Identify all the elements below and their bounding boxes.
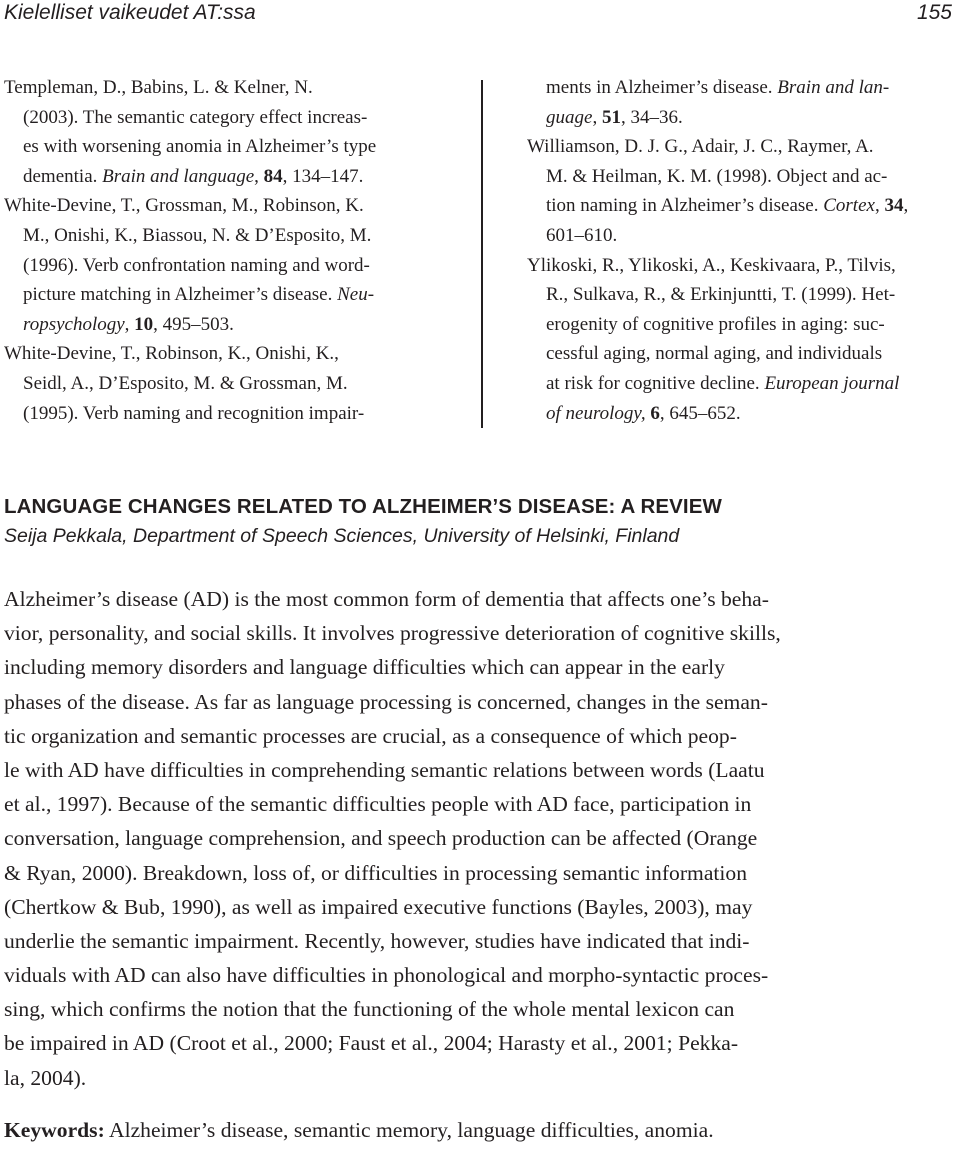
reference-line: (2003). The semantic category effect increas- [23,106,368,128]
column-divider [481,80,483,428]
abstract-line: & Ryan, 2000). Breakdown, loss of, or difficulties in processing semantic information [4,860,747,885]
abstract-line: conversation, language comprehension, and speech production can be affected (Orange [4,826,758,851]
reference-line: (1996). Verb confrontation naming and word- [23,254,370,276]
reference-line: tion naming in Alzheimer’s disease. Cortex, 34, [546,195,909,217]
abstract-line: be impaired in AD (Croot et al., 2000; Faust et al., 2004; Harasty et al., 2001; Pekka- [4,1031,739,1056]
abstract-line: phases of the disease. As far as language processing is concerned, changes in the seman- [4,689,768,714]
reference-line: 601–610. [546,224,618,246]
reference-italic: guage [546,106,593,128]
reference-line: White-Devine, T., Grossman, M., Robinson, K. [4,195,364,217]
reference-bold: 34 [884,195,904,217]
abstract-line: sing, which confirms the notion that the functioning of the whole mental lexicon can [4,997,735,1022]
abstract-line: underlie the semantic impairment. Recently, however, studies have indicated that indi- [4,928,750,953]
references-right-column [527,73,960,428]
reference-line: Seidl, A., D’Esposito, M. & Grossman, M. [23,372,348,394]
reference-italic: of neurology, [546,402,646,424]
reference-bold: 84 [263,165,283,187]
reference-line: es with worsening anomia in Alzheimer’s type [23,136,377,158]
reference-line: Williamson, D. J. G., Adair, J. C., Raymer, A. [527,136,874,158]
abstract-line: la, 2004). [4,1065,87,1090]
reference-bold: 51 [601,106,621,128]
reference-line: R., Sulkava, R., & Erkinjuntti, T. (1999). Het- [546,284,896,306]
reference-italic: Brain and language [102,165,255,187]
abstract-line: (Chertkow & Bub, 1990), as well as impaired executive functions (Bayles, 2003), may [4,894,753,919]
reference-line: cessful aging, normal aging, and individuals [546,343,883,365]
abstract-line: including memory disorders and language difficulties which can appear in the early [4,655,725,680]
keywords-text: Alzheimer’s disease, semantic memory, language difficulties, anomia. [104,1118,714,1142]
abstract-line: vior, personality, and social skills. It involves progressive deterioration of cognitive skills, [4,621,781,646]
keywords-line [4,1113,714,1147]
reference-line: White-Devine, T., Robinson, K., Onishi, K., [4,343,339,365]
page-number: 155 [916,1,952,24]
reference-line: at risk for cognitive decline. European journal [546,372,900,394]
keywords-label: Keywords: [4,1118,105,1142]
reference-line: M., Onishi, K., Biassou, N. & D’Esposito, M. [23,224,372,246]
reference-line: picture matching in Alzheimer’s disease. Neu- [23,284,375,306]
reference-italic: Cortex [823,195,875,217]
abstract-body [4,582,924,1095]
abstract-line: Alzheimer’s disease (AD) is the most common form of dementia that affects one’s beha- [4,587,769,611]
abstract-line: tic organization and semantic processes are crucial, as a consequence of which peop- [4,723,737,748]
reference-line: guage, 51, 34–36. [546,106,683,128]
reference-italic: European journal [764,372,900,394]
reference-italic: Neu- [337,284,375,306]
reference-line: ments in Alzheimer’s disease. Brain and lan- [546,77,890,98]
reference-line: dementia. Brain and language, 84, 134–147. [23,165,364,187]
references-left-column [4,73,454,428]
abstract-line: et al., 1997). Because of the semantic difficulties people with AD face, participation in [4,792,752,817]
reference-italic: Brain and lan- [777,77,890,98]
reference-line: ropsychology, 10, 495–503. [23,313,234,335]
reference-line: (1995). Verb naming and recognition impair- [23,402,365,424]
reference-line: M. & Heilman, K. M. (1998). Object and ac- [546,165,888,187]
abstract-line: le with AD have difficulties in comprehending semantic relations between words (Laatu [4,757,765,782]
reference-line: erogenity of cognitive profiles in aging: suc- [546,313,885,335]
abstract-line: viduals with AD can also have difficulties in phonological and morpho-syntactic proces- [4,963,769,988]
article-title: LANGUAGE CHANGES RELATED TO ALZHEIMER’S DISEASE: A REVIEW [4,495,722,518]
running-title: Kielelliset vaikeudet AT:ssa [4,1,256,24]
reference-line: Ylikoski, R., Ylikoski, A., Keskivaara, P., Tilvis, [527,254,896,276]
reference-line: of neurology, 6, 645–652. [546,402,741,424]
reference-bold: 6 [650,402,660,424]
reference-italic: ropsychology [23,313,125,335]
article-author: Seija Pekkala, Department of Speech Sciences, University of Helsinki, Finland [4,525,680,547]
reference-line: Templeman, D., Babins, L. & Kelner, N. [4,77,313,98]
reference-bold: 10 [134,313,154,335]
